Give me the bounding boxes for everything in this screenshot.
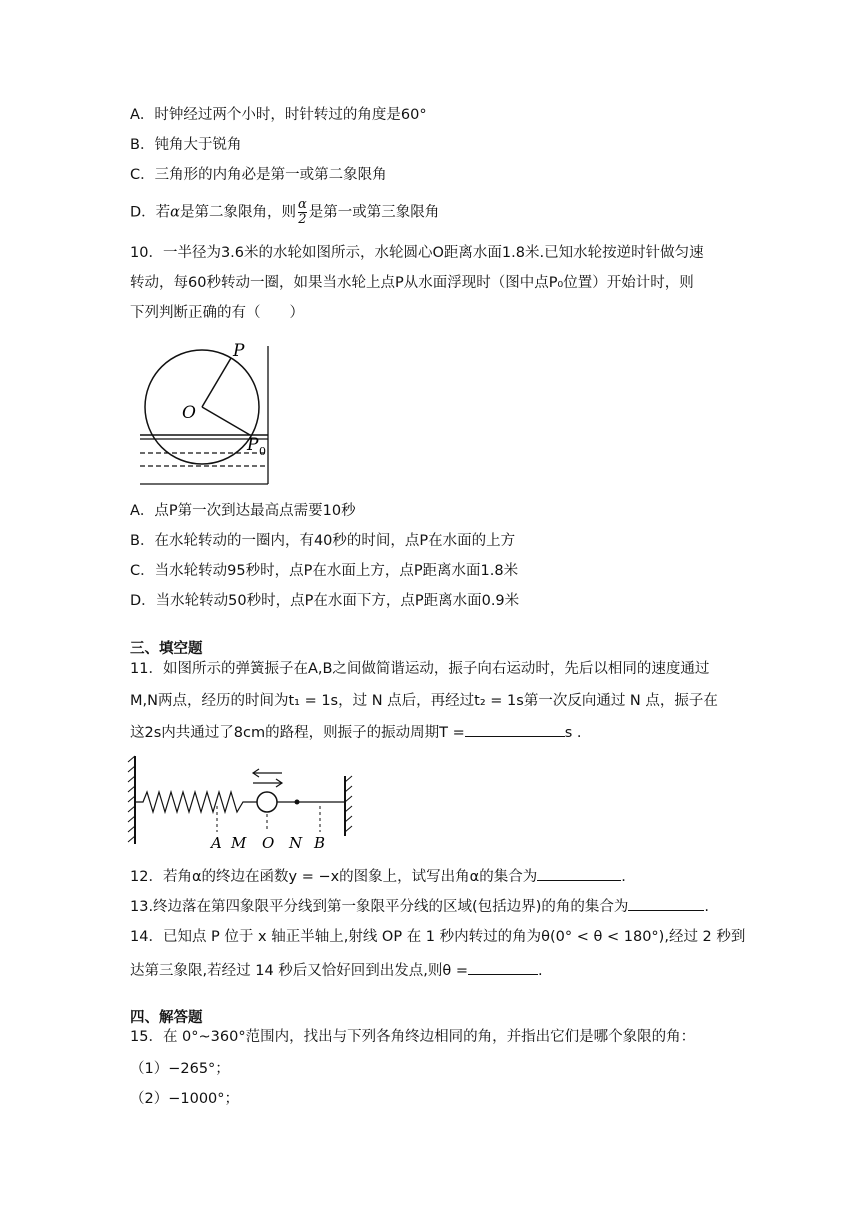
right-wall-hatch <box>345 776 352 832</box>
label-o: O <box>182 403 196 423</box>
spring <box>135 792 257 812</box>
q11-stem-line1: 11．如图所示的弹簧振子在A,B之间做简谐运动，振子向右运动时，先后以相同的速度通过 <box>130 661 710 677</box>
q11-stem-line3 <box>130 720 582 744</box>
q12-text: 12．若角α的终边在函数y = −x的图象上，试写出角α的集合为 <box>130 869 538 885</box>
q9-d-mid: 是第二象限角，则 <box>179 204 296 221</box>
point-n <box>295 800 300 805</box>
q11-answer-blank[interactable] <box>465 720 565 737</box>
q12 <box>130 864 626 888</box>
left-wall-hatch <box>128 756 135 842</box>
oscillator-ball <box>257 792 277 812</box>
section-title-answer: 四、解答题 <box>130 1010 203 1026</box>
q14-line2 <box>130 958 543 982</box>
q9-option-c: C．三角形的内角必是第一或第二象限角 <box>130 167 387 183</box>
q12-suffix: . <box>621 869 626 885</box>
q9-d-prefix: D．若 <box>130 204 171 221</box>
q10-option-a: A．点P第一次到达最高点需要10秒 <box>130 503 356 519</box>
label-o: O <box>262 834 275 852</box>
label-a: A <box>211 834 222 852</box>
fraction-numerator: α <box>297 197 307 212</box>
q15-item-2: （2）−1000°； <box>130 1091 240 1107</box>
q13-suffix: . <box>704 899 709 915</box>
q10-option-b: B．在水轮转动的一圈内，有40秒的时间，点P在水面的上方 <box>130 533 516 549</box>
q11-line3-prefix: 这2s内共通过了8cm的路程，则振子的振动周期T = <box>130 725 465 741</box>
label-n: N <box>289 834 303 852</box>
q14-answer-blank[interactable] <box>468 958 538 975</box>
q9-d-suffix: 是第一或第三象限角 <box>308 204 440 221</box>
q10-option-d: D．当水轮转动50秒时，点P在水面下方，点P距离水面0.9米 <box>130 593 520 609</box>
label-p: P <box>233 342 245 361</box>
q10-stem-line3: 下列判断正确的有（ ） <box>130 305 304 321</box>
q14-line1: 14．已知点 P 位于 x 轴正半轴上,射线 OP 在 1 秒内转过的角为θ(0° < θ < 180°),经过 2 秒到 <box>130 929 746 945</box>
label-p0: P <box>247 435 259 455</box>
label-m: M <box>231 834 247 852</box>
q10-option-c: C．当水轮转动95秒时，点P在水面上方，点P距离水面1.8米 <box>130 563 519 579</box>
q9-option-b: B．钝角大于锐角 <box>130 137 242 153</box>
q9-option-d <box>130 198 439 227</box>
radius-op0 <box>202 407 250 435</box>
q10-stem-line1: 10．一半径为3.6米的水轮如图所示，水轮圆心O距离水面1.8米.已知水轮按逆时针做匀速 <box>130 245 704 261</box>
q15-item-1: （1）−265°； <box>130 1061 230 1077</box>
q11-line3-suffix: s . <box>564 725 582 741</box>
fraction-denominator: 2 <box>298 212 307 227</box>
q11-stem-line2: M,N两点，经历的时间为t₁ = 1s，过 N 点后，再经过t₂ = 1s第一次反向通过 N 点，振子在 <box>130 693 718 709</box>
q12-answer-blank[interactable] <box>537 864 621 881</box>
label-p0-sub: 0 <box>259 445 266 458</box>
q13-text: 13.终边落在第四象限平分线到第一象限平分线的区域(包括边界)的角的集合为 <box>130 899 629 915</box>
q9-d-fraction <box>298 198 307 227</box>
section-title-fill-in: 三、填空题 <box>130 641 203 657</box>
q15-stem: 15．在 0°~360°范围内，找出与下列各角终边相同的角，并指出它们是哪个象限的角： <box>130 1029 696 1045</box>
q9-d-alpha: α <box>170 204 180 221</box>
q14-line2-text: 达第三象限,若经过 14 秒后又恰好回到出发点,则θ = <box>130 963 469 979</box>
water-wheel-figure <box>135 342 285 492</box>
q14-suffix: . <box>538 963 543 979</box>
q13 <box>130 894 709 918</box>
label-b: B <box>314 834 326 852</box>
q13-answer-blank[interactable] <box>628 894 704 911</box>
spring-oscillator-figure <box>125 752 360 852</box>
radius-op <box>202 358 231 407</box>
q10-stem-line2: 转动，每60秒转动一圈，如果当水轮上点P从水面浮现时（图中点P₀位置）开始计时，则 <box>130 275 694 291</box>
q9-option-a: A．时钟经过两个小时，时针转过的角度是60° <box>130 107 427 123</box>
